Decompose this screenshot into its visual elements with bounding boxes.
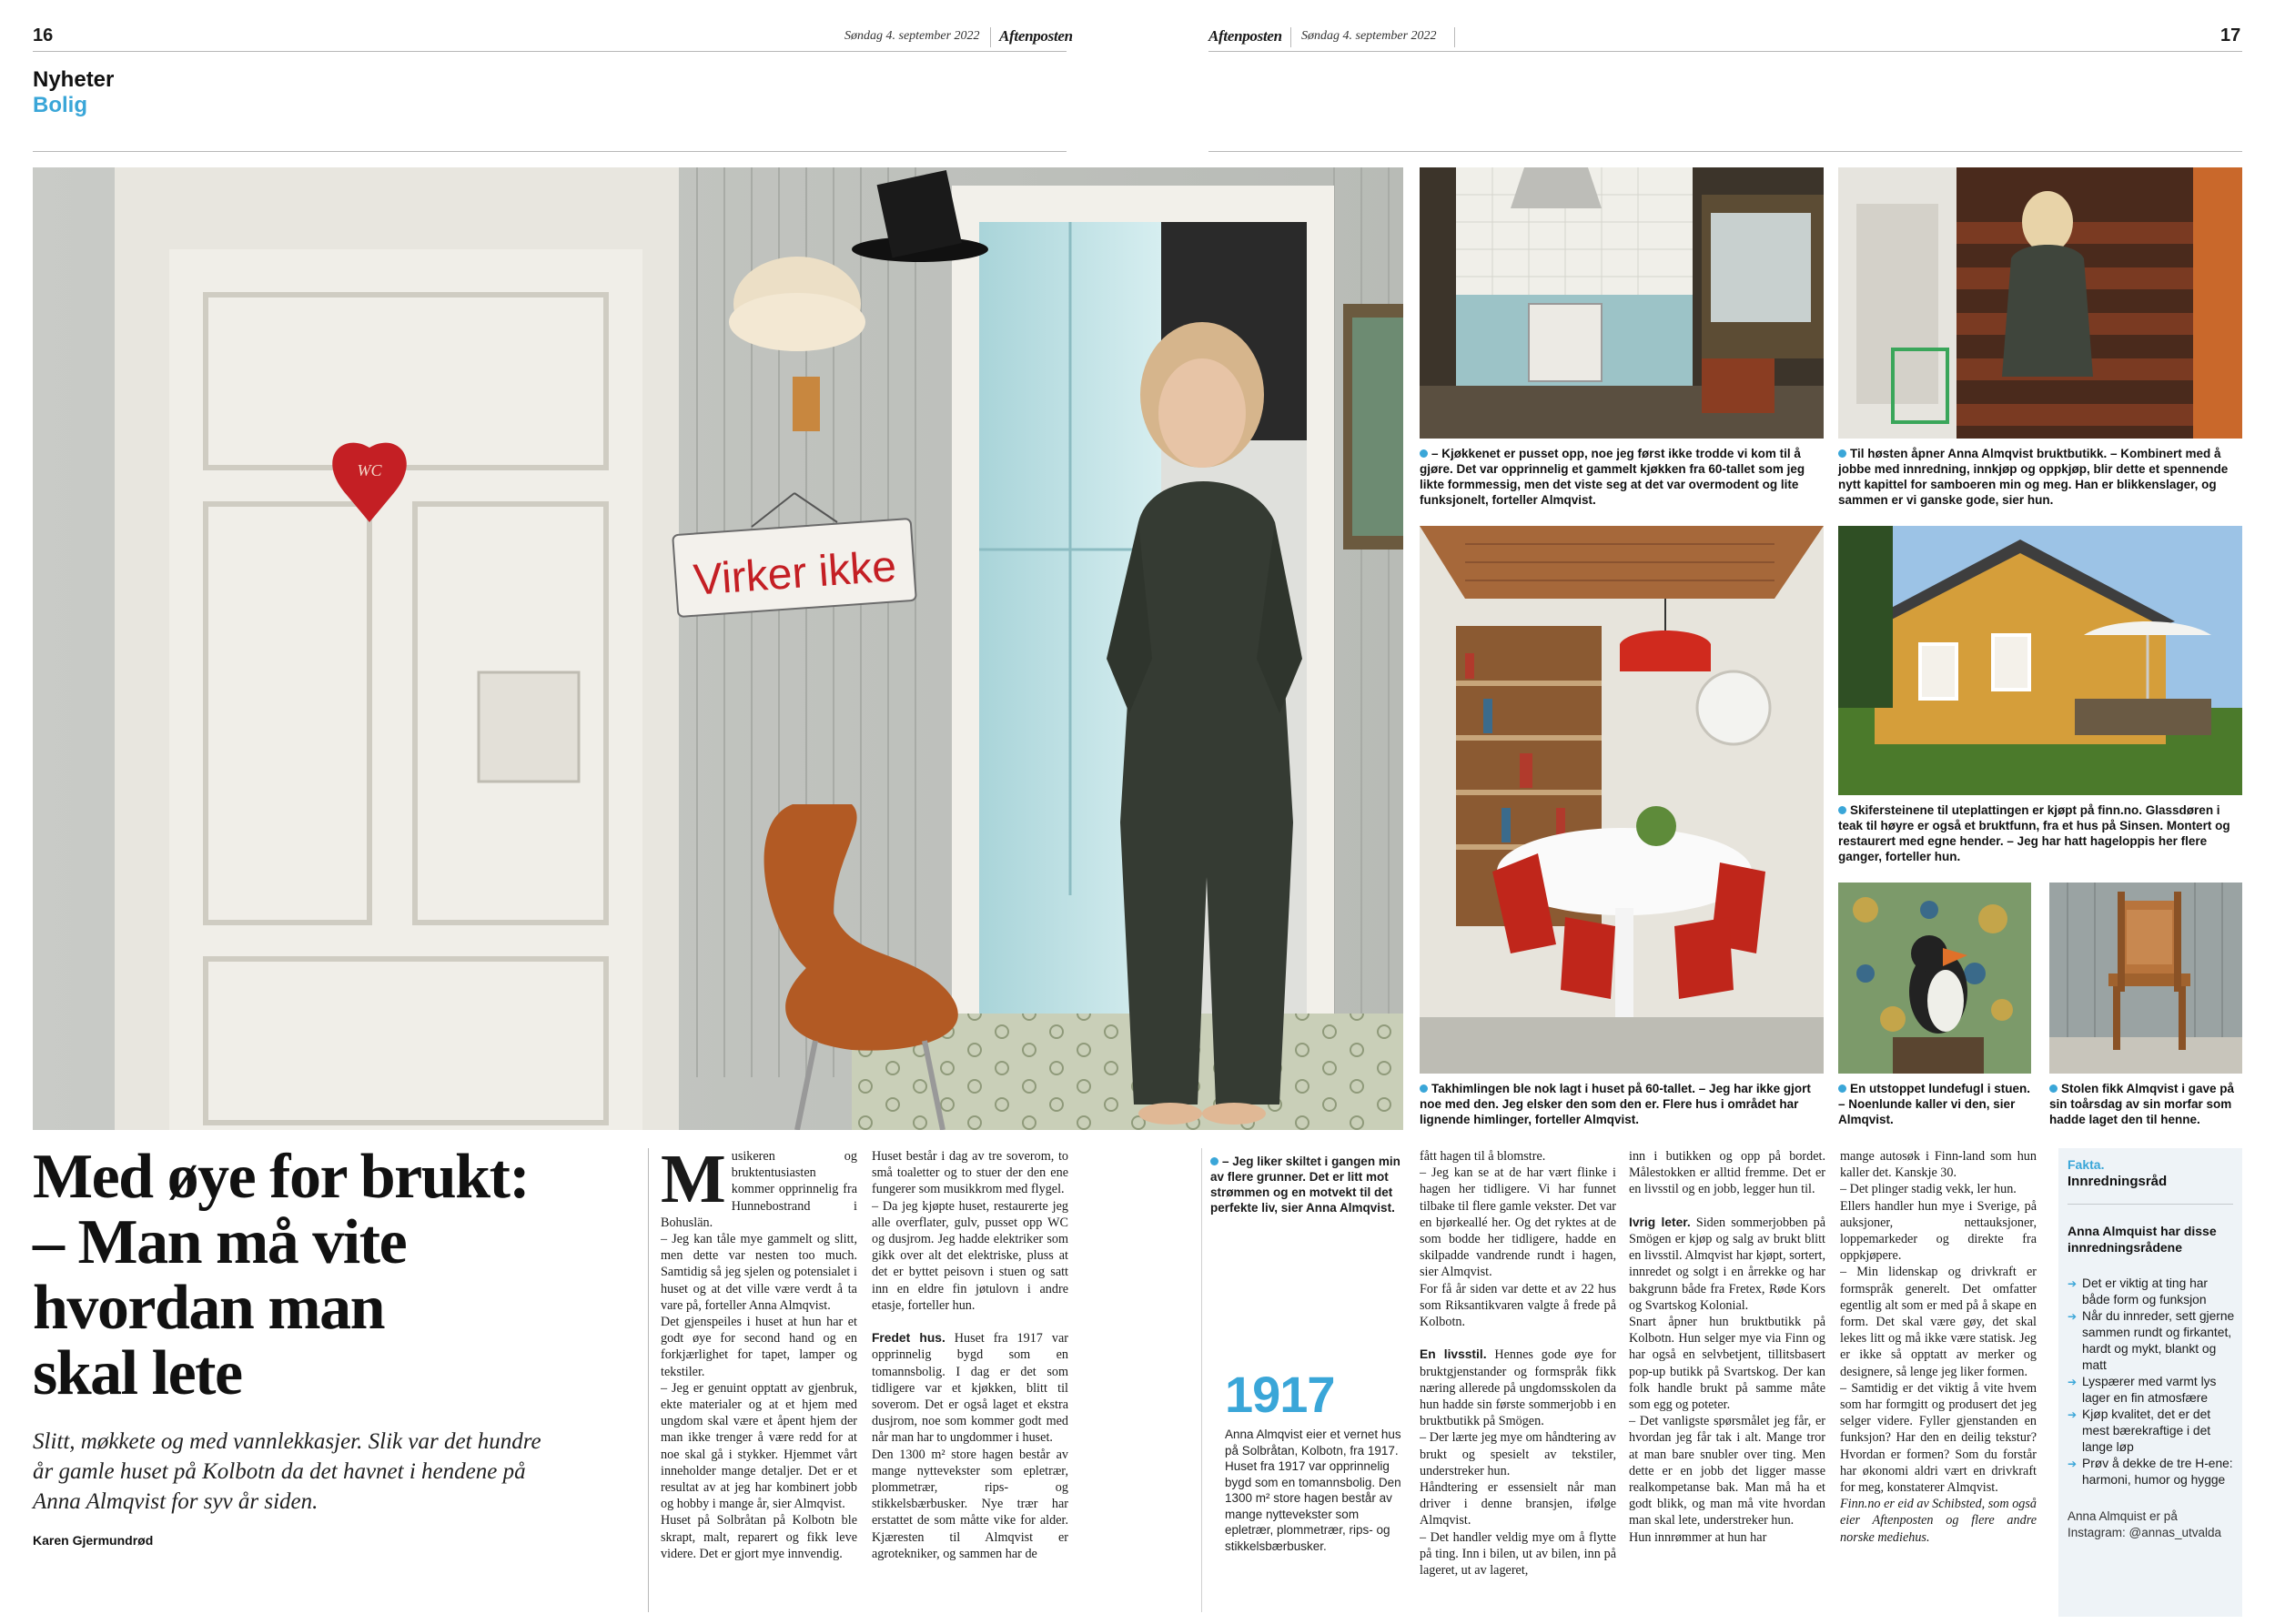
headline [33,1142,652,1408]
quote-divider [1201,1148,1202,1612]
article-text-2: Huset består i dag av tre soverom, to små toaletter og to stuer der den ene fungerer som musikkrom med flygel. – Da jeg kjøpte huset, restaurerte jeg alle overflater, gulv, pusset opp WC og dusjrom. Jeg hadde elektriker som gikk over alt det elektriske, pluss at det er byttet peisovn i stuen og satt inn en eldre fin jøtulovn i andre etasje, forteller hun. [872,1149,1068,1313]
fakta-item: ➔ Det er viktig at ting har både form og funksjon [2068,1276,2235,1308]
article-column-2 [872,1148,1068,1617]
caption-dot-icon [1838,449,1846,458]
caption-dot-icon [1420,449,1428,458]
fakta-item: ➔ Lyspærer med varmt lys lager en fin atmosfære [2068,1374,2235,1407]
caption-stairs: Til høsten åpner Anna Almqvist bruktbutikk. – Kombinert med å jobbe med innredning, innkjøp og oppkjøp, blir dette et spennende nytt kapittel for samboeren min og meg. Han er blikkenslager, og sammen er vi ganske gode, sier hun. [1838,447,2229,507]
caption-kitchen: – Kjøkkenet er pusset opp, noe jeg først ikke trodde vi kom til å gjøre. Det var opprinnelig et gammelt kjøkken fra 60-tallet som jeg likte formmessig, men det viste seg at det var overmodent og lite funksjonelt, forteller Almqvist. [1420,447,1805,507]
byline: Karen Gjermundrød [33,1533,154,1548]
factbox-year: 1917 [1225,1366,1335,1423]
masthead-left: Aftenposten [999,27,1073,45]
headline-line-3: hvordan man [33,1273,385,1343]
section-label: Nyheter [33,67,115,92]
article-column-3 [1420,1148,1616,1617]
chair-photo [2049,883,2242,1074]
page-number-right: 17 [2220,25,2241,45]
drop-cap: M [661,1148,726,1217]
header-divider-right-2 [1454,27,1455,47]
article-text-3b: Hennes gode øye for bruktgjenstander og formspråk fikk næring allerede på ungdomsskolen da hun hadde sin første sommerjobb i en bruktbutikk på Smögen. – Der lærte jeg mye om håndtering av brukt og spesielt av tekstiler, understreker hun. Håndtering er essensielt når man driver i denne bransjen, ifølge Almqvist. – Det handler veldig mye om å flytte på ting. Inn i bilen, ut av bilen, inn på lageret, ut av lageret, [1420,1347,1616,1579]
header-rule-right [1208,51,2242,52]
date-right: Søndag 4. september 2022 [1301,29,1437,43]
fakta-list [2058,1256,2242,1488]
article-text-4: inn i butikken og opp på bordet. Målestokken er alltid fremme. Det er en livsstil og en jobb, legger hun til. [1629,1149,1825,1197]
article-text-5: mange autosøk i Finn-land som hun kaller det. Kanskje 30. – Det plinger stadig vekk, ler hun. Ellers handler hun mye i Sverige, på auksjoner, nettauksjoner, loppemarkeder og direkte fra oppkjøpere. – Min lidenskap og drivkraft er formspråk generelt. Det omfatter egentlig alt som er med på å skape en form. Det skal være gøy, det skal lekes litt og må ikke være statisk. Jeg er ikke så opptatt av merker og designere, så lenge jeg liker formen. – Samtidig er det viktig å vite hvem som har formgitt og produsert det jeg selger videre. Fyller gjenstanden en funksjon? Har den en deilig tekstur? Hvordan er formen? Som du forstår har økonomi aldri vært en drivkraft for meg, konstaterer Almqvist. [1840,1149,2037,1496]
date-left: Søndag 4. september 2022 [844,29,980,43]
subhead-fredet-hus: Fredet hus. [872,1331,945,1346]
kitchen-photo [1420,167,1824,439]
article-text-3: fått hagen til å blomstre. – Jeg kan se at de har vært flinke i hagen her tidligere. Vi har funnet tilbake til flere gamle vekster. Det var en bjørkeallé her. Og det ryktes at de som bodde her tidligere, hadde en skilpadde vandrende rundt i hagen, sier Almqvist. For få år siden var dette et av 22 hus som Riksantikvaren valgte å frede på Kolbotn. [1420,1149,1616,1330]
fakta-title: Innredningsråd [2068,1174,2168,1189]
header-divider-right [1290,27,1291,47]
header-divider [990,27,991,47]
header-rule-left [33,51,1067,52]
fakta-footer: Anna Almquist er på Instagram: @annas_utvalda [2068,1509,2222,1539]
heart-text: WC [357,461,382,479]
caption-dot-icon [1420,1084,1428,1093]
fakta-item: ➔ Når du innreder, sett gjerne sammen rundt og firkantet, hardt og mykt, blankt og matt [2068,1308,2235,1374]
headline-line-2: – Man må vite [33,1207,407,1277]
article-column-1 [661,1148,857,1617]
caption-chair: Stolen fikk Almqvist i gave på sin toårsdag av sin morfar som hadde laget den til henne. [2049,1082,2235,1126]
stairs-photo [1838,167,2242,439]
headline-line-4: skal lete [33,1338,242,1408]
caption-house: Skifersteinene til uteplattingen er kjøpt på finn.no. Glassdøren i teak til høyre er også et bruktfunn, fra et hus på Sinsen. Montert og restaurert med egne hender. – Jeg har hatt hageloppis her flere ganger, forteller hun. [1838,803,2230,863]
quote-dot-icon [1210,1157,1218,1165]
article-column-4 [1629,1148,1825,1617]
subsection-label: Bolig [33,93,87,117]
caption-dot-icon [1838,1084,1846,1093]
column-divider [648,1148,649,1612]
fakta-label: Fakta. [2068,1157,2105,1172]
article-column-5 [1840,1148,2037,1617]
caption-dining: Takhimlingen ble nok lagt i huset på 60-tallet. – Jeg har ikke gjort noe med den. Jeg elsker den som den er. Flere hus i området har lignende himlinger, forteller Almqvist. [1420,1082,1811,1126]
fakta-subtitle: Anna Almquist har disse innredningsrådene [2068,1224,2217,1255]
ownership-note: Finn.no er eid av Schibsted, som også eier Aftenposten og flere andre norske mediehus. [1840,1497,2037,1545]
headline-line-1: Med øye for brukt: [33,1142,530,1212]
subhead-ivrig-leter: Ivrig leter. [1629,1215,1691,1229]
masthead-right: Aftenposten [1208,27,1282,45]
ingress: Slitt, møkkete og med vannlekkasjer. Slik var det hundre år gamle huset på Kolbotn da det havnet i hendene på Anna Almqvist for syv år siden. [33,1429,541,1514]
house-photo [1838,526,2242,795]
caption-dot-icon [1838,806,1846,814]
puffin-photo [1838,883,2031,1074]
subhead-livsstil: En livsstil. [1420,1347,1487,1362]
fakta-item: ➔ Kjøp kvalitet, det er det mest bærekraftige i det lange løp [2068,1407,2235,1456]
main-photo [33,167,1403,1130]
article-text-1: usikeren og bruktentusiasten kommer opprinnelig fra Hunnebostrand i Bohuslän. – Jeg kan tåle mye gammelt og slitt, men dette var nesten too much. Samtidig så jeg sjelen og potensialet i huset og at det ville være verdt å ta vare på, forteller Anna Almqvist. Det gjenspeiles i huset at hun har et godt øye for second hand og en forkjærlighet for tapet, lamper og tekstiler. – Jeg er genuint opptatt av gjenbruk, ekte materialer og at et hjem med ungdom skal være et åpent hjem der man ikke trenger å være redd for at noe skal gå i stykker. Hjemmet vårt inneholder mange detaljer. Det er et resultat av at jeg har kombinert jobb og hobby i mange år, sier Almqvist. Huset på Solbråtan på Kolbotn ble skrapt, malt, reparert og fikk leve videre. Det er gjort mye innvendig. [661,1149,857,1561]
pull-quote: – Jeg liker skiltet i gangen min av flere grunner. Det er litt mot strømmen og en motvekt til det perfekte liv, sier Anna Almqvist. [1210,1155,1400,1215]
dining-photo [1420,526,1824,1074]
sign-text: Virker ikke [692,542,898,605]
caption-puffin: En utstoppet lundefugl i stuen. – Noenlunde kaller vi den, sier Almqvist. [1838,1082,2030,1126]
fakta-item: ➔ Prøv å dekke de tre H-ene: harmoni, humor og hygge [2068,1456,2235,1488]
section-rule-right [1208,151,2242,152]
article-text-2b: Huset fra 1917 var opprinnelig bygd som en tomannsbolig. I dag er det som tidligere var et kjøkken, blitt til soverom. Det er også laget et ekstra dusjrom, noe som kommer godt med når man har to ungdommer i huset. Den 1300 m² store hagen består av mange nyttevekster som epletrær, plommetrær, rips- og stikkelsbærbusker. Nye trær har erstattet de som måtte vike for alder. Kjæresten til Almqvist er agrotekniker, og sammen har de [872,1331,1068,1561]
caption-dot-icon [2049,1084,2058,1093]
page-number-left: 16 [33,25,54,45]
section-rule-left [33,151,1067,152]
factbox-year-text: Anna Almqvist eier et vernet hus på Solbråtan, Kolbotn, fra 1917. Huset fra 1917 var opprinnelig bygd som en tomannsbolig. Den 1300 m² store hagen består av mange nyttevekster som epletrær, plommetrær, rips- og stikkelsbærbusker. [1225,1427,1401,1553]
fakta-box [2058,1148,2242,1617]
article-text-4b: Siden sommerjobben på Smögen er kjøp og salg av brukt blitt en livsstil. Almqvist har kjøpt, sortert, innredet og solgt i en årrekke og har bakgrunn både fra Fretex, Røde Kors og Svartskog Kolonial. Snart åpner hun bruktbutikk på Kolbotn. Hun selger mye via Finn og har også en selvbetjent, tillitsbasert pop-up butikk på Svartskog. Der kan folk handle brukt på samme måte som egg og poteter. – Det vanligste spørsmålet jeg får, er hvordan jeg får tak i alt. Mange tror at man bare snubler over ting. Men dette er en jobb det ligger masse realkompetanse bak. Man må ha et godt blikk, og man må vite hvordan man skal lete, understreker hun. Hun innrømmer at hun har [1629,1215,1825,1545]
